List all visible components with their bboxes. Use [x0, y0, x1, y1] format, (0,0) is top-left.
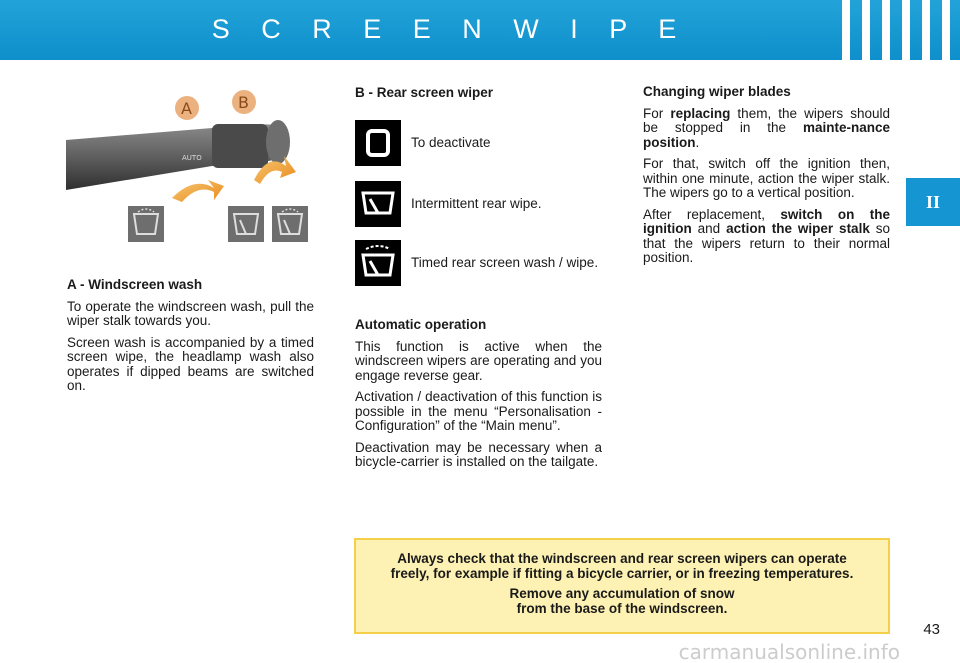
safety-notice — [354, 538, 890, 634]
notice-line1: Always check that the windscreen and rear screen wipers can operate freely, for example if fitting a bicycle carrier, or in freezing temperatures. — [390, 551, 854, 581]
rear-wiper-item — [355, 120, 603, 166]
watermark — [0, 643, 960, 663]
wiper-stalk-illustration — [62, 80, 324, 250]
column-automatic-operation — [355, 318, 602, 477]
changing-blades-para3: After replacement, switch on the ignition and action the wiper stalk so that the wipers return to their normal position. — [643, 206, 890, 265]
rear-wiper-item — [355, 181, 603, 227]
notice-line2: Remove any accumulation of snow from the base of the windscreen. — [509, 586, 735, 616]
rear-wiper-heading: B - Rear screen wiper — [355, 85, 494, 100]
column-changing-blades — [643, 85, 890, 273]
label-b: B — [238, 93, 249, 112]
rear-wash-icon — [272, 206, 308, 242]
rear-wiper-off-icon — [355, 120, 401, 166]
rear-wiper-item — [355, 240, 603, 286]
stalk-auto-text: AUTO — [182, 154, 202, 162]
automatic-operation-para1: This function is active when the windscreen wipers are operating and you engage reverse gear. — [355, 338, 602, 383]
label-a: A — [181, 99, 192, 118]
header-banner — [0, 0, 960, 60]
automatic-operation-heading: Automatic operation — [355, 317, 487, 332]
watermark-text: carmanualsonline.info — [678, 643, 900, 663]
pull-arrow-icon — [172, 180, 224, 202]
rear-wiper-intermittent-icon — [355, 181, 401, 227]
rear-wiper-icon — [228, 206, 264, 242]
column-windscreen-wash — [67, 278, 314, 401]
rear-wiper-intermittent-label: Intermittent rear wipe. — [411, 195, 542, 211]
rear-wash-wipe-icon — [355, 240, 401, 286]
windscreen-wash-para2: Screen wash is accompanied by a timed screen wipe, the headlamp wash also operates if dipped beams are switched on. — [67, 334, 314, 393]
automatic-operation-para3: Deactivation may be necessary when a bicycle-carrier is installed on the tailgate. — [355, 439, 602, 469]
page-title: S C R E E N W I P E — [211, 14, 689, 44]
changing-blades-heading: Changing wiper blades — [643, 84, 791, 99]
rear-wash-wipe-label: Timed rear screen wash / wipe. — [411, 254, 599, 270]
changing-blades-para2: For that, switch off the ignition then, within one minute, action the wiper stalk. The wipers go to a vertical position. — [643, 156, 890, 200]
windscreen-wash-para1: To operate the windscreen wash, pull the wiper stalk towards you. — [67, 298, 314, 328]
automatic-operation-para2: Activation / deactivation of this function is possible in the menu “Personalisation - Configuration” of the “Main menu”. — [355, 389, 602, 433]
banner-stripes — [830, 0, 960, 60]
windscreen-wash-icon — [128, 206, 164, 242]
rear-wiper-off-label: To deactivate — [411, 134, 491, 150]
changing-blades-para1: For replacing them, the wipers should be stopped in the mainte-nance position. — [643, 105, 890, 150]
page-number: 43 — [923, 621, 940, 638]
section-tab: II — [906, 178, 960, 226]
windscreen-wash-heading: A - Windscreen wash — [67, 277, 203, 292]
